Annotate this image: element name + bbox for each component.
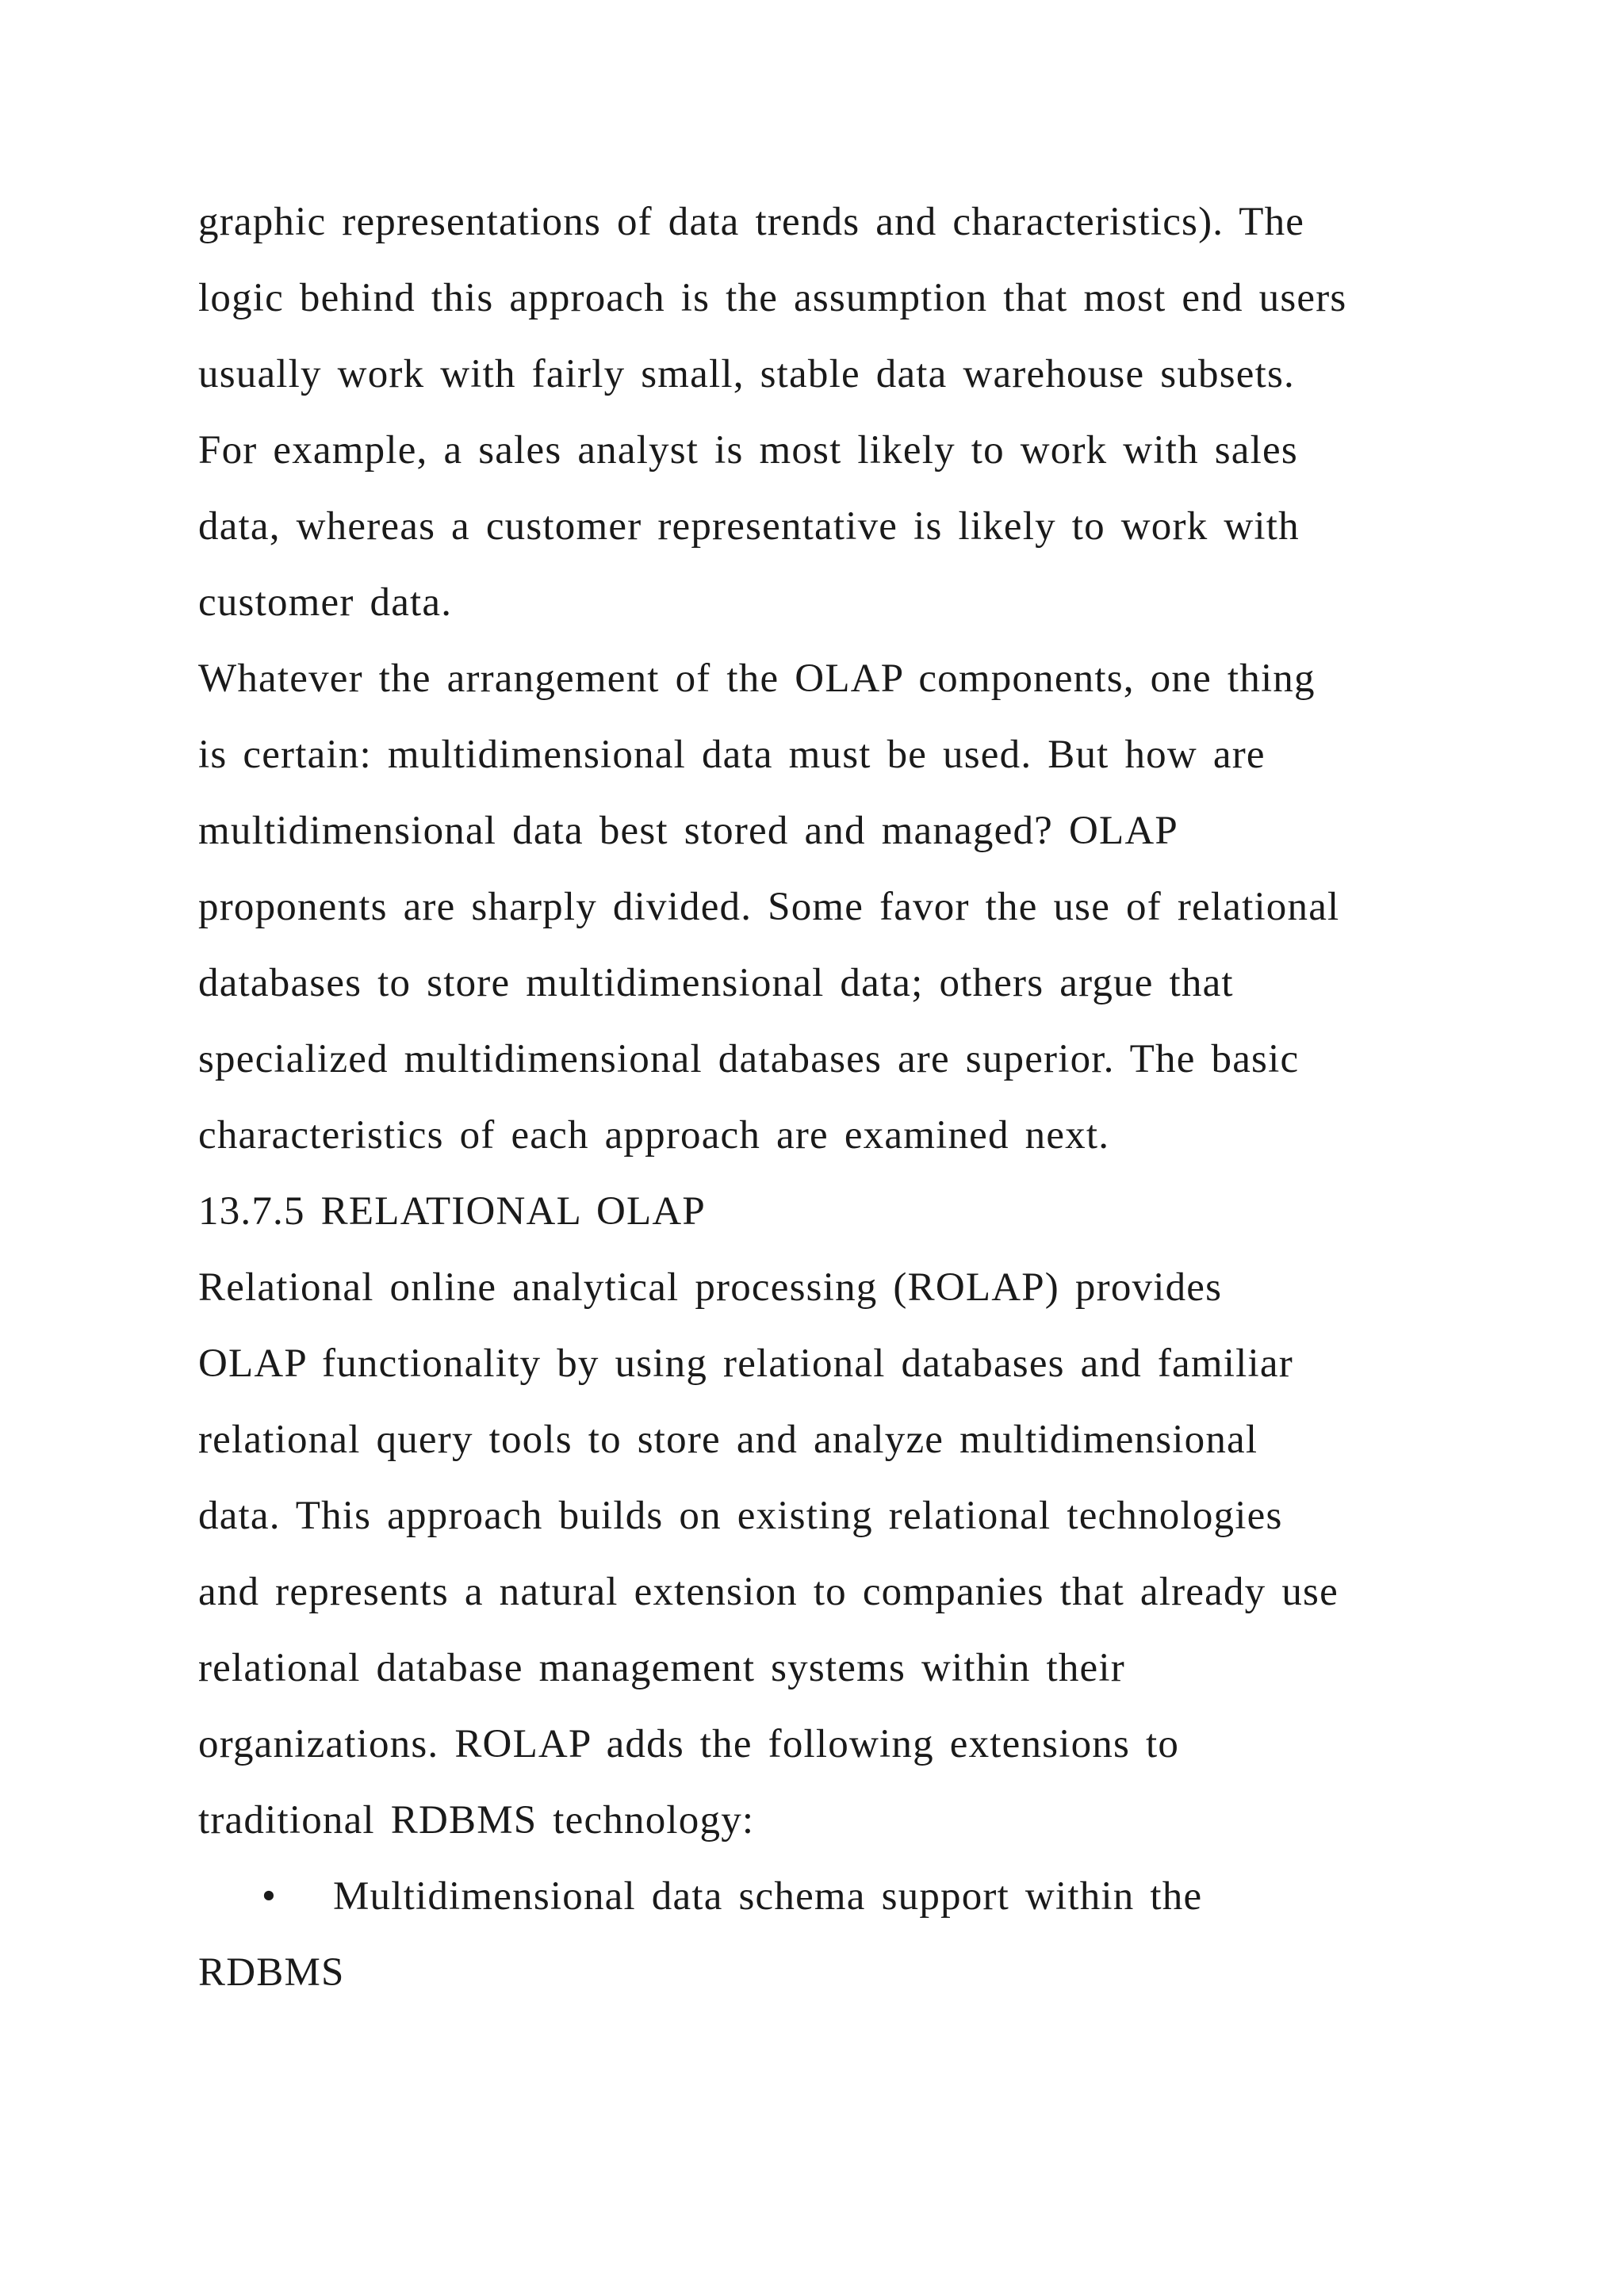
text-line: proponents are sharply divided. Some favor the use of relational [198, 885, 1340, 929]
text-line: Relational online analytical processing (ROLAP) provides [198, 1265, 1223, 1310]
paragraph-olap-storage [198, 641, 1435, 1173]
text-line: logic behind this approach is the assumption that most end users [198, 276, 1347, 320]
text-line: and represents a natural extension to companies that already use [198, 1570, 1339, 1614]
text-line: data, whereas a customer representative is likely to work with [198, 504, 1300, 549]
text-line: OLAP functionality by using relational databases and familiar [198, 1341, 1293, 1386]
text-line: is certain: multidimensional data must be used. But how are [198, 733, 1266, 777]
bullet-list [198, 1858, 1435, 2011]
bullet-line [198, 1858, 1435, 1934]
text-line: organizations. ROLAP adds the following extensions to [198, 1722, 1180, 1766]
text-line: multidimensional data best stored and managed? OLAP [198, 809, 1178, 853]
text-line: traditional RDBMS technology: [198, 1798, 755, 1843]
text-line: databases to store multidimensional data; others argue that [198, 961, 1234, 1005]
text-line: customer data. [198, 580, 453, 625]
text-line: characteristics of each approach are examined next. [198, 1113, 1110, 1158]
text-line: Whatever the arrangement of the OLAP components, one thing [198, 656, 1316, 701]
paragraph-continuation [198, 184, 1435, 641]
text-line: relational database management systems within their [198, 1646, 1125, 1690]
text-line: usually work with fairly small, stable data warehouse subsets. [198, 352, 1295, 396]
text-line: specialized multidimensional databases are superior. The basic [198, 1037, 1300, 1081]
text-line: For example, a sales analyst is most likely to work with sales [198, 428, 1298, 473]
section-heading: 13.7.5 RELATIONAL OLAP [198, 1189, 706, 1234]
bullet-icon: • [262, 1874, 278, 1919]
text-line: graphic representations of data trends and characteristics). The [198, 200, 1305, 244]
page-body [198, 184, 1435, 2011]
list-item-text: Multidimensional data schema support within the [333, 1874, 1203, 1919]
text-line: relational query tools to store and analyze multidimensional [198, 1418, 1258, 1462]
paragraph-rolap [198, 1249, 1435, 1858]
text-line: data. This approach builds on existing relational technologies [198, 1494, 1283, 1538]
list-item [198, 1858, 1435, 2011]
list-item-continuation: RDBMS [198, 1950, 345, 1995]
